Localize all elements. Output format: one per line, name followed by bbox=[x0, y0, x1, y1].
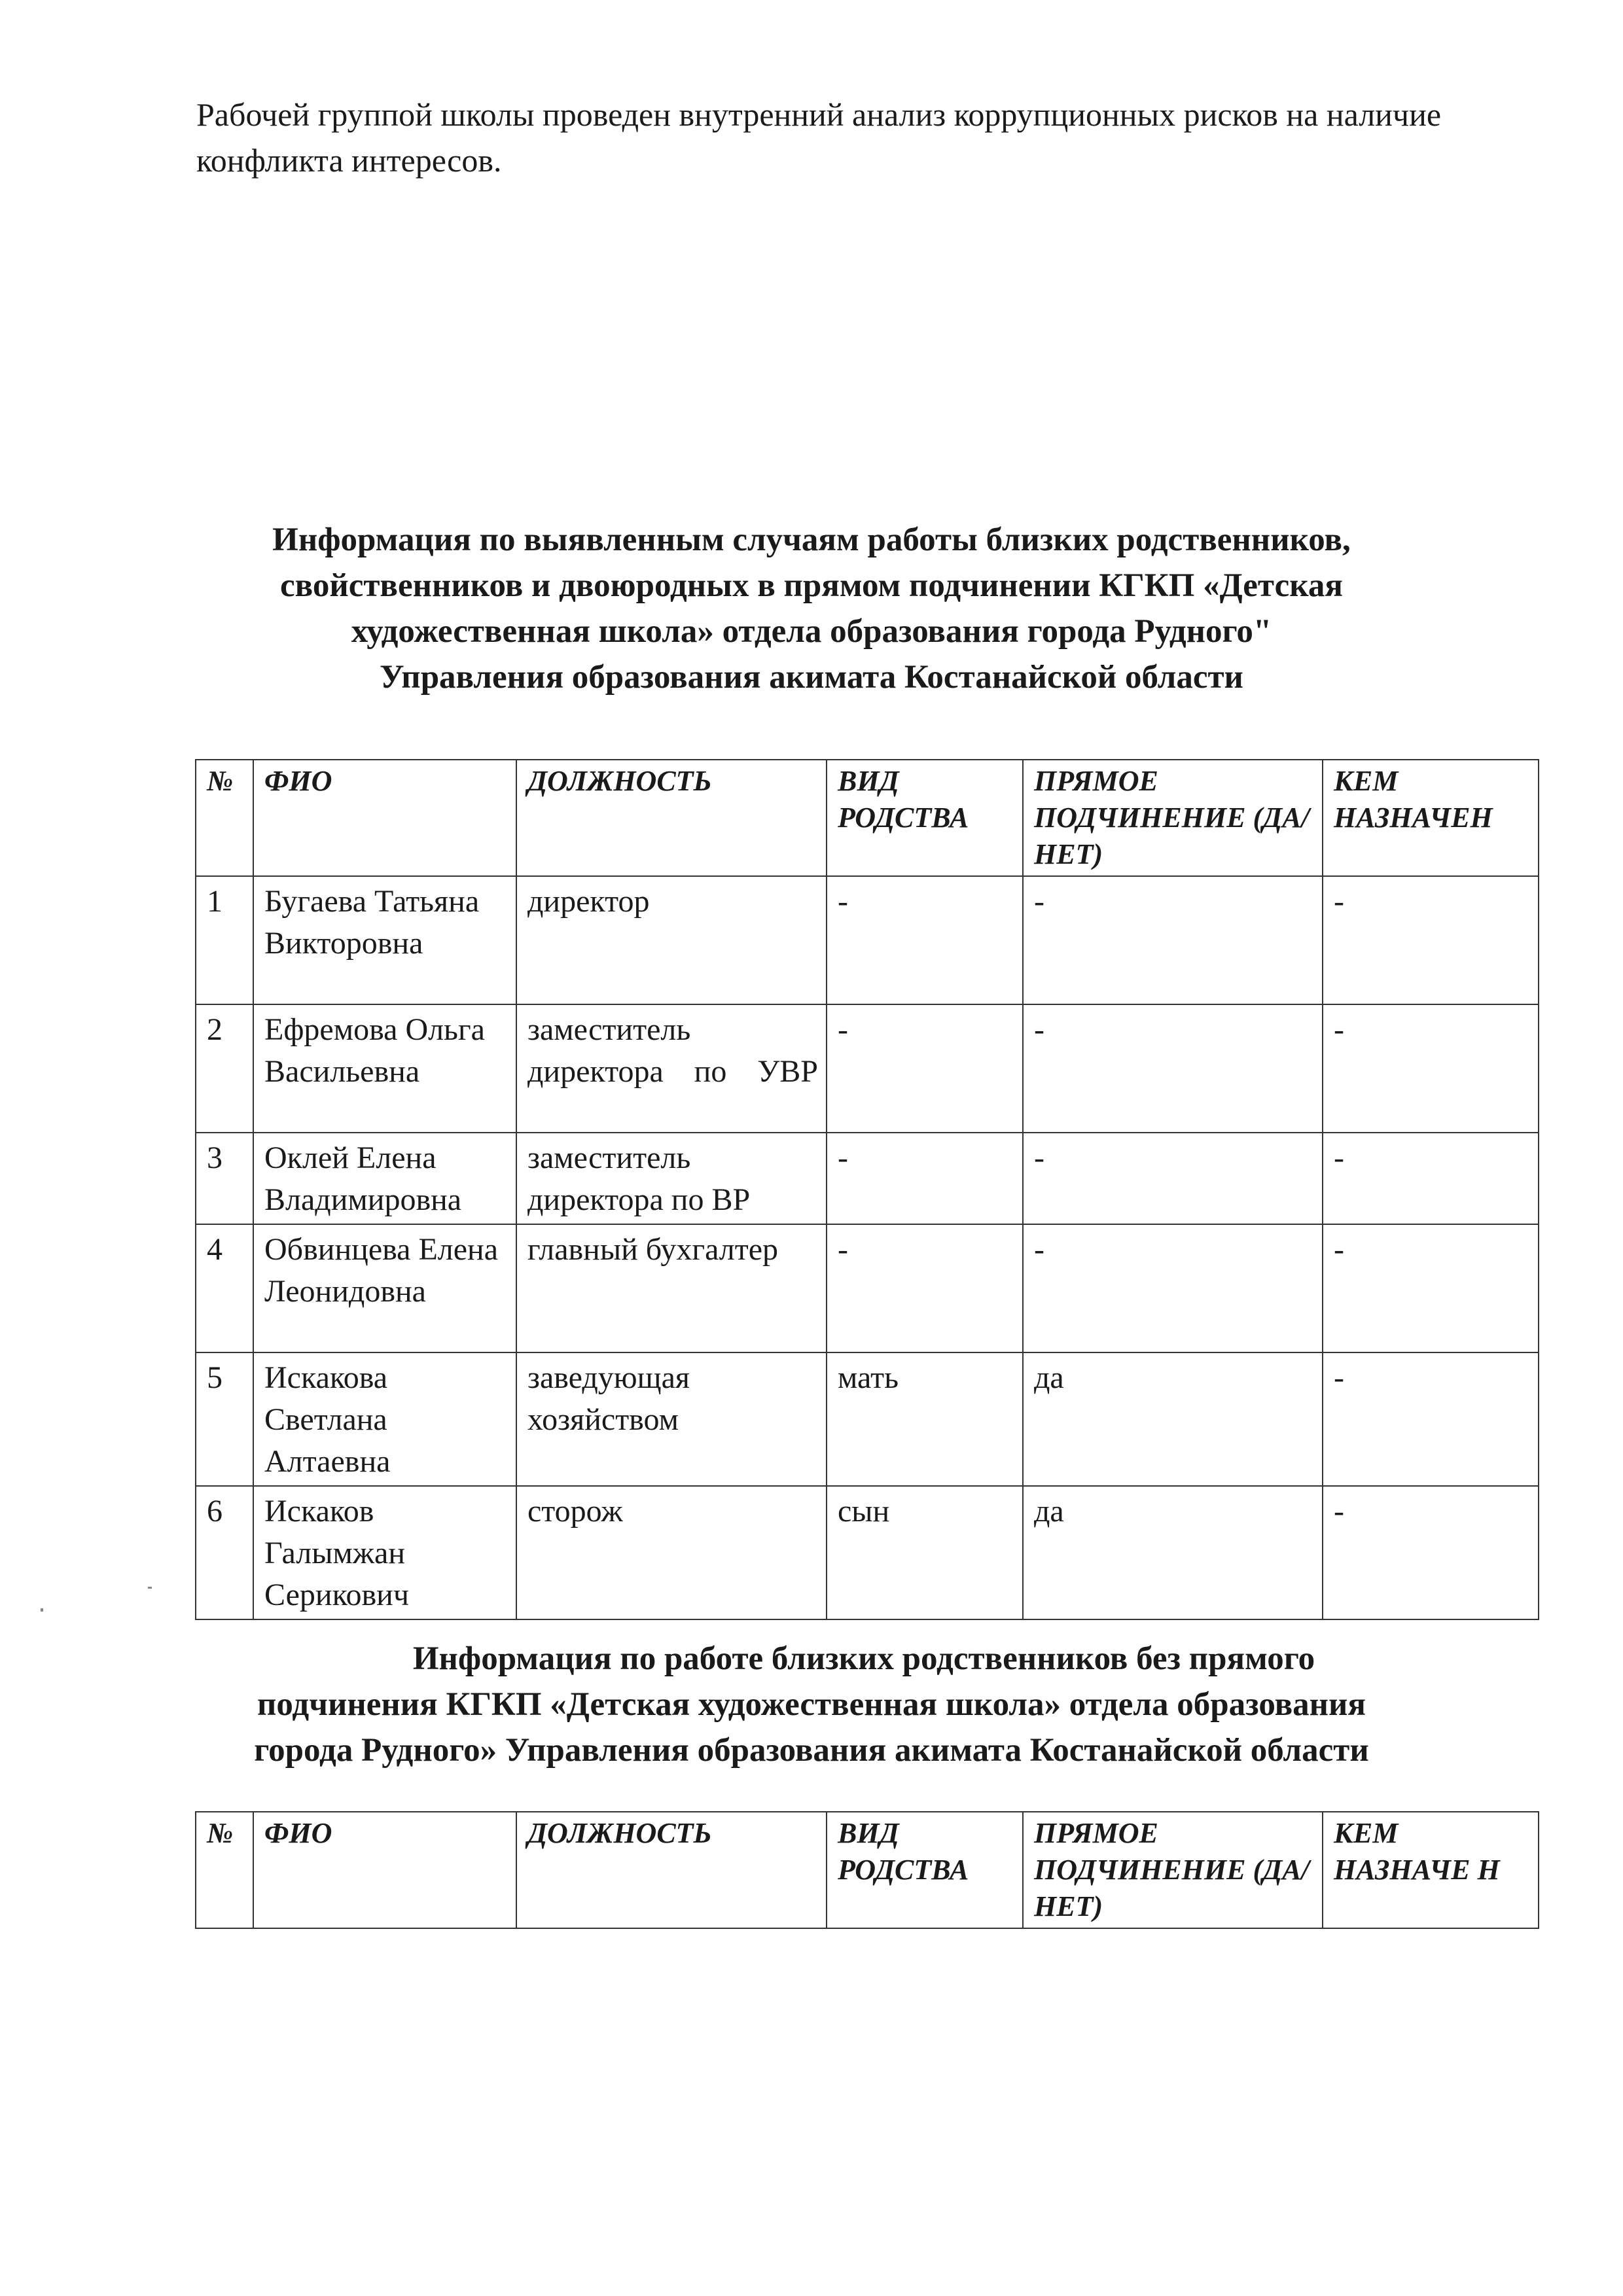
cell-appointed-by: - bbox=[1323, 1004, 1539, 1133]
header-position: ДОЛЖНОСТЬ bbox=[516, 1812, 827, 1928]
cell-subordination: да bbox=[1023, 1486, 1323, 1619]
section1-heading-line: Управления образования акимата Костанайской области bbox=[380, 659, 1243, 696]
cell-num: 6 bbox=[196, 1486, 253, 1619]
cell-appointed-by: - bbox=[1323, 1352, 1539, 1486]
cell-fio: Искакова Светлана Алтаевна bbox=[253, 1352, 516, 1486]
relatives-direct-subordination-table bbox=[195, 759, 1539, 1620]
table-row bbox=[196, 876, 1539, 1004]
cell-subordination: - bbox=[1023, 1224, 1323, 1352]
cell-kinship: мать bbox=[827, 1352, 1023, 1486]
header-appointed-by: КЕМ НАЗНАЧЕ Н bbox=[1323, 1812, 1539, 1928]
cell-subordination: - bbox=[1023, 1133, 1323, 1224]
header-fio: ФИО bbox=[253, 760, 516, 876]
table-header-row bbox=[196, 760, 1539, 876]
cell-subordination: - bbox=[1023, 1004, 1323, 1133]
header-kinship: ВИД РОДСТВА bbox=[827, 1812, 1023, 1928]
cell-fio: Бугаева Татьяна Викторовна bbox=[253, 876, 516, 1004]
header-fio: ФИО bbox=[253, 1812, 516, 1928]
intro-paragraph: Рабочей группой школы проведен внутренний анализ коррупционных рисков на наличие конфликта интересов. bbox=[196, 96, 1442, 179]
cell-position: заместитель директора по ВР bbox=[516, 1133, 827, 1224]
table-row bbox=[196, 1352, 1539, 1486]
cell-position: заведующая хозяйством bbox=[516, 1352, 827, 1486]
header-kinship: ВИД РОДСТВА bbox=[827, 760, 1023, 876]
cell-position: директор bbox=[516, 876, 827, 1004]
table-row bbox=[196, 1004, 1539, 1133]
cell-num: 5 bbox=[196, 1352, 253, 1486]
cell-position: заместитель директора по УВР bbox=[516, 1004, 827, 1133]
header-num: № bbox=[196, 760, 253, 876]
cell-appointed-by: - bbox=[1323, 1133, 1539, 1224]
cell-appointed-by: - bbox=[1323, 1486, 1539, 1619]
cell-num: 4 bbox=[196, 1224, 253, 1352]
section2-heading bbox=[164, 1636, 1459, 1773]
table-row bbox=[196, 1486, 1539, 1619]
section2-heading-line: города Рудного» Управления образования акимата Костанайской области bbox=[254, 1732, 1369, 1769]
cell-kinship: - bbox=[827, 876, 1023, 1004]
table-header-row bbox=[196, 1812, 1539, 1928]
cell-subordination: да bbox=[1023, 1352, 1323, 1486]
header-num: № bbox=[196, 1812, 253, 1928]
cell-fio: Оклей Елена Владимировна bbox=[253, 1133, 516, 1224]
cell-subordination: - bbox=[1023, 876, 1323, 1004]
header-appointed-by: КЕМ НАЗНАЧЕН bbox=[1323, 760, 1539, 876]
cell-appointed-by: - bbox=[1323, 1224, 1539, 1352]
cell-fio: Искаков Галымжан Серикович bbox=[253, 1486, 516, 1619]
cell-fio: Ефремова Ольга Васильевна bbox=[253, 1004, 516, 1133]
cell-num: 1 bbox=[196, 876, 253, 1004]
header-subordination: ПРЯМОЕ ПОДЧИНЕНИЕ (ДА/НЕТ) bbox=[1023, 760, 1323, 876]
cell-kinship: - bbox=[827, 1133, 1023, 1224]
relatives-no-subordination-table bbox=[195, 1811, 1539, 1929]
scan-speck bbox=[41, 1608, 43, 1612]
cell-kinship: сын bbox=[827, 1486, 1023, 1619]
header-subordination: ПРЯМОЕ ПОДЧИНЕНИЕ (ДА/НЕТ) bbox=[1023, 1812, 1323, 1928]
cell-position: главный бухгалтер bbox=[516, 1224, 827, 1352]
cell-kinship: - bbox=[827, 1004, 1023, 1133]
section2-heading-line: подчинения КГКП «Детская художественная школа» отдела образования bbox=[257, 1686, 1366, 1723]
cell-fio: Обвинцева Елена Леонидовна bbox=[253, 1224, 516, 1352]
cell-num: 2 bbox=[196, 1004, 253, 1133]
section1-heading-line: художественная школа» отдела образования города Рудного" bbox=[351, 613, 1272, 650]
cell-num: 3 bbox=[196, 1133, 253, 1224]
table-row bbox=[196, 1224, 1539, 1352]
table-row bbox=[196, 1133, 1539, 1224]
header-position: ДОЛЖНОСТЬ bbox=[516, 760, 827, 876]
section1-heading-line: Информация по выявленным случаям работы близких родственников, bbox=[272, 521, 1351, 558]
section1-heading bbox=[164, 517, 1459, 700]
cell-kinship: - bbox=[827, 1224, 1023, 1352]
cell-appointed-by: - bbox=[1323, 876, 1539, 1004]
cell-position: сторож bbox=[516, 1486, 827, 1619]
scan-speck bbox=[148, 1587, 152, 1589]
section2-heading-line: Информация по работе близких родственников без прямого bbox=[412, 1640, 1315, 1677]
section1-heading-line: свойственников и двоюродных в прямом подчинении КГКП «Детская bbox=[280, 567, 1343, 604]
